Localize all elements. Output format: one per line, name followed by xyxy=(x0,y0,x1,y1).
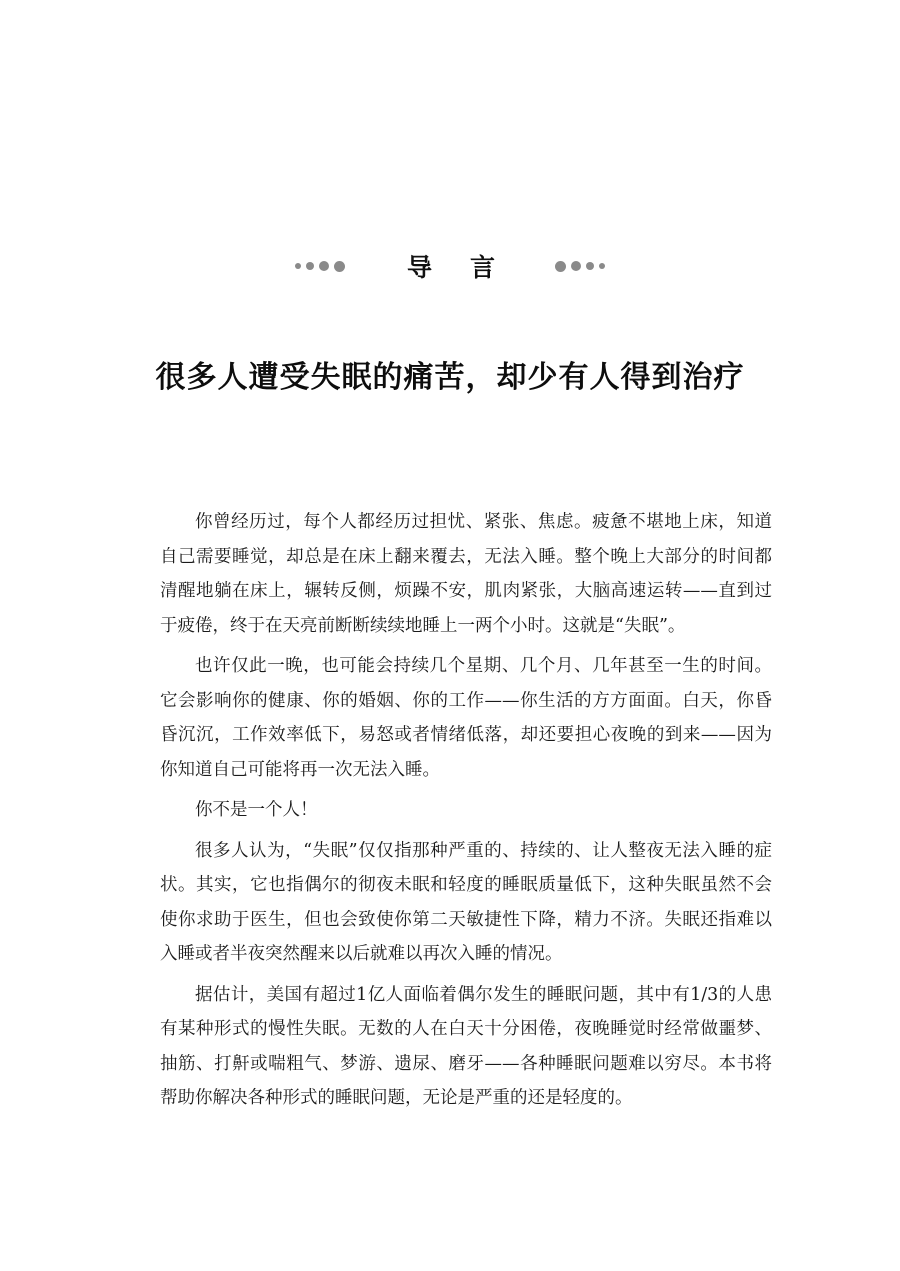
ornament-dot xyxy=(295,263,301,269)
paragraph: 你曾经历过，每个人都经历过担忧、紧张、焦虑。疲惫不堪地上床，知道自己需要睡觉，却总是在床上翻来覆去，无法入睡。整个晚上大部分的时间都清醒地躺在床上，辗转反侧，烦躁不安，肌肉紧张，大脑高速运转——直到过于疲倦，终于在天亮前断断续续地睡上一两个小时。这就是“失眠”。 xyxy=(160,512,772,636)
ornament-dot xyxy=(306,262,314,270)
section-heading-text: 导言 xyxy=(406,253,533,282)
left-dot-ornament xyxy=(295,261,345,272)
ornament-dot xyxy=(555,261,566,272)
paragraph: 据估计，美国有超过1亿人面临着偶尔发生的睡眠问题，其中有1/3的人患有某种形式的慢性失眠。无数的人在白天十分困倦，夜晚睡觉时经常做噩梦、抽筋、打鼾或喘粗气、梦游、遗尿、磨牙——各种睡眠问题难以穷尽。本书将帮助你解决各种形式的睡眠问题，无论是严重的还是轻度的。 xyxy=(160,984,772,1108)
ornament-dot xyxy=(319,261,329,271)
chapter-title: 很多人遭受失眠的痛苦，却少有人得到治疗 xyxy=(155,360,745,395)
body-text xyxy=(160,505,772,1122)
ornament-dot xyxy=(599,263,605,269)
section-heading xyxy=(0,248,900,284)
ornament-dot xyxy=(571,261,581,271)
paragraph: 也许仅此一晚，也可能会持续几个星期、几个月、几年甚至一生的时间。它会影响你的健康、你的婚姻、你的工作——你生活的方方面面。白天，你昏昏沉沉，工作效率低下，易怒或者情绪低落，却还要担心夜晚的到来——因为你知道自己可能将再一次无法入睡。 xyxy=(160,656,772,780)
paragraph: 很多人认为，“失眠”仅仅指那种严重的、持续的、让人整夜无法入睡的症状。其实，它也指偶尔的彻夜未眠和轻度的睡眠质量低下，这种失眠虽然不会使你求助于医生，但也会致使你第二天敏捷性下降，精力不济。失眠还指难以入睡或者半夜突然醒来以后就难以再次入睡的情况。 xyxy=(160,840,772,964)
ornament-dot xyxy=(586,262,594,270)
ornament-dot xyxy=(334,261,345,272)
paragraph: 你不是一个人！ xyxy=(195,800,318,820)
right-dot-ornament xyxy=(555,261,605,272)
